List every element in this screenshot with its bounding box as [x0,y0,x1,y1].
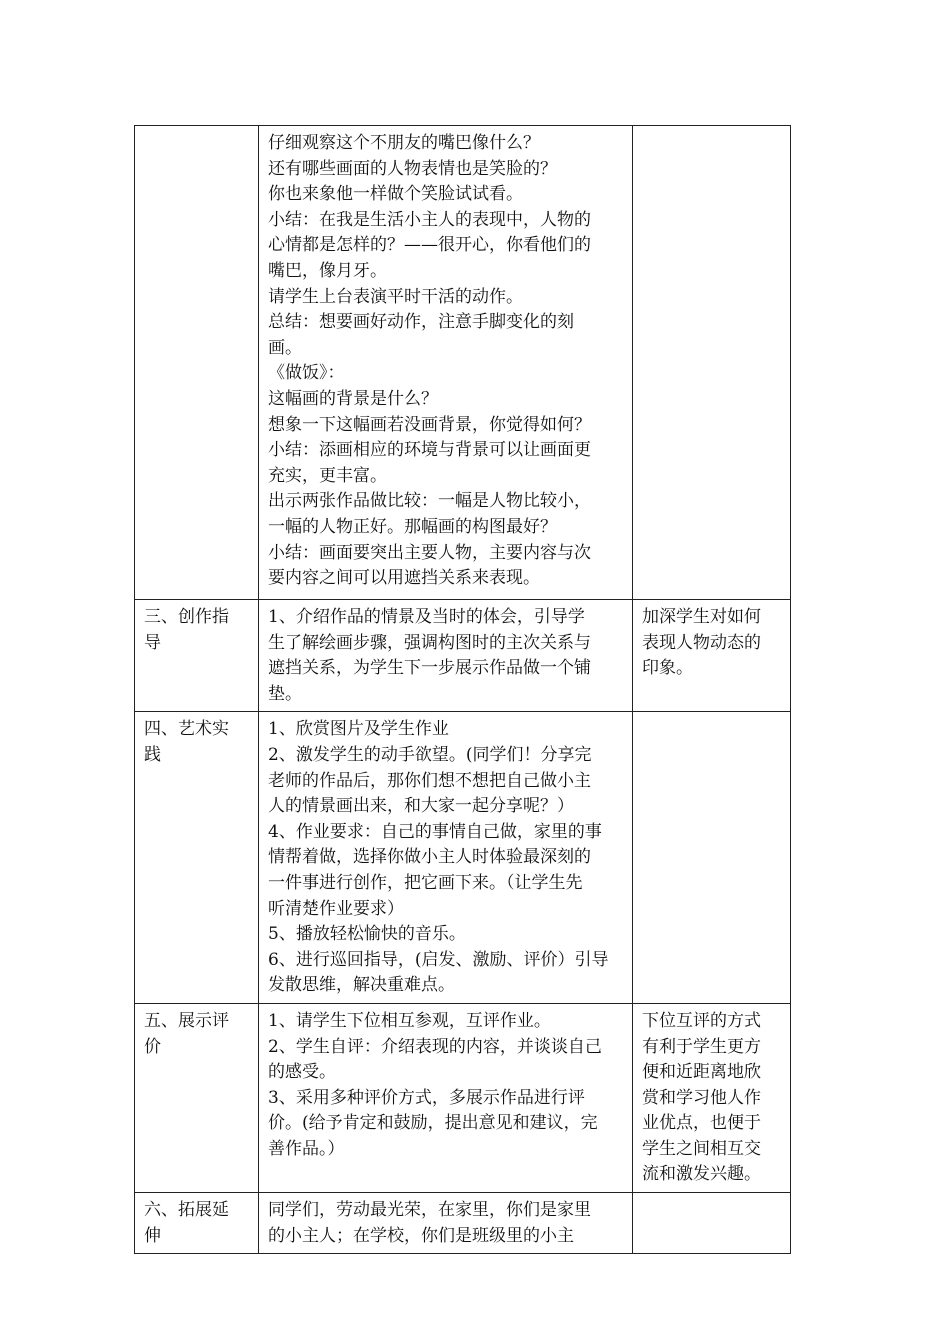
content-text-line: 发散思维，解决重难点。 [268,975,455,996]
stage-text-line: 六、拓展延 [144,1200,229,1221]
content-cell [259,1193,633,1254]
table-row [135,1193,791,1254]
content-text-line: 1、请学生下位相互参观，互评作业。 [268,1010,551,1031]
content-text-line: 情帮着做，选择你做小主人时体验最深刻的 [268,847,591,868]
stage-text-line: 践 [144,744,161,765]
lesson-plan-body [135,126,791,1254]
content-text-line: 遮挡关系，为学生下一步展示作品做一个铺 [268,658,591,679]
stage-text-line: 导 [144,632,161,653]
content-cell [259,1003,633,1192]
stage-cell [135,712,259,1004]
note-text-line: 业优点，也便于 [642,1113,761,1134]
content-text-line: 小结：画面要突出主要人物，主要内容与次 [268,542,591,563]
content-text-line: 画。 [268,337,302,358]
content-text-line: 的小主人；在学校，你们是班级里的小主 [268,1225,574,1246]
content-text-line: 嘴巴，像月牙。 [268,260,387,281]
stage-cell [135,600,259,712]
content-text-line: 总结：想要画好动作，注意手脚变化的刻 [268,312,574,333]
content-text-line: 4、作业要求：自己的事情自己做，家里的事 [268,821,602,842]
content-text-line: 3、采用多种评价方式，多展示作品进行评 [268,1087,585,1108]
note-text-line: 有利于学生更方 [642,1036,761,1057]
content-cell [259,600,633,712]
content-text-line: 想象一下这幅画若没画背景，你觉得如何？ [268,414,591,435]
content-text-line: 垫。 [268,683,302,704]
content-text-line: 《做饭》： [268,363,345,384]
content-text-line: 小结：在我是生活小主人的表现中，人物的 [268,209,591,230]
content-text-line: 5、播放轻松愉快的音乐。 [268,924,466,945]
table-row [135,712,791,1004]
content-text-line: 2、激发学生的动手欲望。(同学们！分享完 [268,744,592,765]
note-text-line: 加深学生对如何 [642,607,761,627]
content-text-line: 还有哪些画面的人物表情也是笑脸的？ [268,158,557,179]
table-row [135,1003,791,1192]
stage-cell [135,126,259,600]
content-text-line: 善作品。） [268,1138,345,1159]
stage-text-line: 五、展示评 [144,1010,229,1031]
stage-cell [135,1003,259,1192]
content-cell [259,126,633,600]
content-text-line: 听清楚作业要求） [268,898,404,919]
table-row [135,600,791,712]
content-text-line: 一幅的人物正好。那幅画的构图最好？ [268,516,557,537]
content-text-line: 心情都是怎样的？——很开心，你看他们的 [268,235,591,256]
note-cell [633,126,791,600]
content-text-line: 小结：添画相应的环境与背景可以让画面更 [268,440,591,461]
content-text-line: 老师的作品后，那你们想不想把自己做小主 [268,770,591,791]
note-text-line: 下位互评的方式 [642,1010,761,1031]
content-cell [259,712,633,1004]
content-text-line: 你也来象他一样做个笑脸试试看。 [268,184,523,205]
content-text-line: 出示两张作品做比较：一幅是人物比较小， [268,491,591,512]
content-text-line: 同学们，劳动最光荣，在家里，你们是家里 [268,1200,591,1221]
note-text-line: 印象。 [642,658,693,679]
content-text-line: 6、进行巡回指导，(启发、激励、评价）引导 [268,949,609,970]
table-row [135,126,791,600]
note-cell [633,600,791,712]
content-text-line: 请学生上台表演平时干活的动作。 [268,286,523,307]
stage-text-line: 三、创作指 [144,607,229,627]
content-text-line: 一件事进行创作，把它画下来。（让学生先 [268,872,583,893]
note-text-line: 便和近距离地欣 [642,1062,761,1083]
stage-cell [135,1193,259,1254]
content-text-line: 生了解绘画步骤，强调构图时的主次关系与 [268,632,591,653]
note-text-line: 学生之间相互交 [642,1138,761,1159]
note-cell [633,712,791,1004]
note-text-line: 表现人物动态的 [642,632,761,653]
note-text-line: 赏和学习他人作 [642,1087,761,1108]
content-text-line: 1、介绍作品的情景及当时的体会，引导学 [268,607,585,627]
content-text-line: 1、欣赏图片及学生作业 [268,719,449,740]
note-text-line: 流和激发兴趣。 [642,1164,761,1185]
content-text-line: 的感受。 [268,1062,336,1083]
lesson-plan-table [134,125,791,1254]
content-text-line: 要内容之间可以用遮挡关系来表现。 [268,568,540,589]
content-text-line: 价。(给予肯定和鼓励，提出意见和建议，完 [268,1113,598,1134]
note-cell [633,1003,791,1192]
content-text-line: 这幅画的背景是什么？ [268,388,438,409]
content-text-line: 2、学生自评：介绍表现的内容，并谈谈自己 [268,1036,602,1057]
content-text-line: 人的情景画出来，和大家一起分享呢？） [268,796,574,817]
stage-text-line: 四、艺术实 [144,719,229,740]
note-cell [633,1193,791,1254]
content-text-line: 仔细观察这个不朋友的嘴巴像什么？ [268,133,540,153]
stage-text-line: 伸 [144,1225,161,1246]
content-text-line: 充实，更丰富。 [268,465,387,486]
stage-text-line: 价 [144,1036,161,1057]
